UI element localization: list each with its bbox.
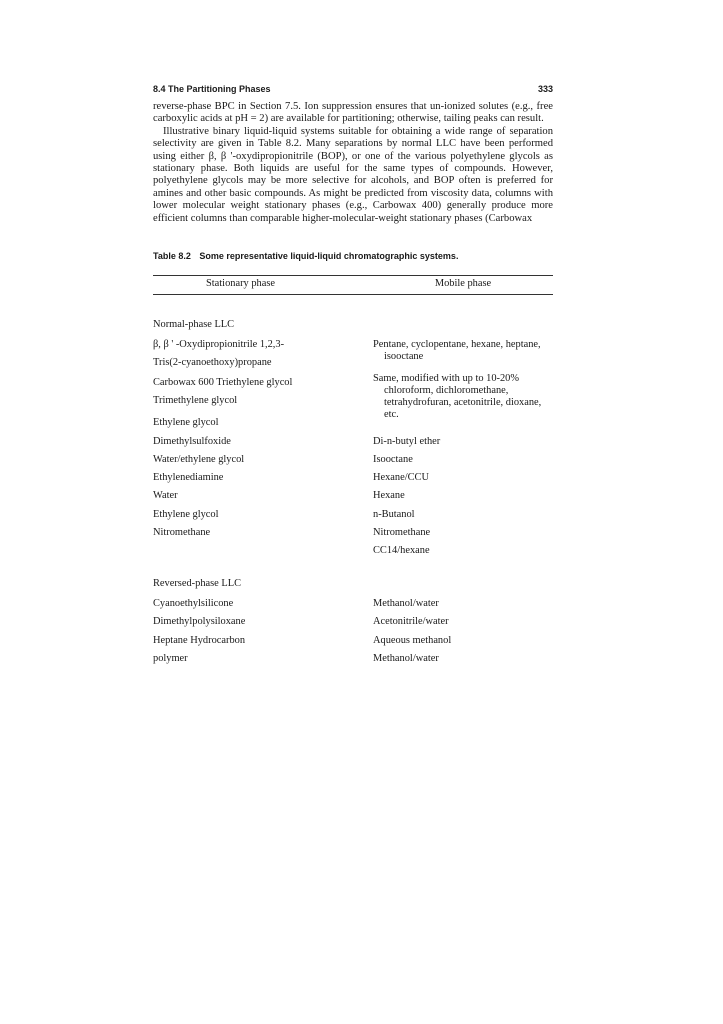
section-heading-reversed: Reversed-phase LLC	[153, 578, 242, 590]
stationary-cell: Trimethylene glycol	[153, 395, 238, 407]
table	[153, 275, 553, 675]
mobile-cell: n-Butanol	[373, 509, 415, 521]
stationary-cell: Water	[153, 490, 178, 502]
stationary-cell: Ethylene glycol	[153, 509, 219, 521]
section-heading-normal: Normal-phase LLC	[153, 319, 235, 331]
section-title: 8.4 The Partitioning Phases	[153, 84, 271, 94]
stationary-cell: polymer	[153, 653, 188, 665]
running-head	[153, 84, 553, 98]
mobile-cell: Acetonitrile/water	[373, 616, 449, 628]
stationary-cell: β, β ' -Oxydipropionitrile 1,2,3-	[153, 339, 285, 351]
table-header	[153, 275, 553, 295]
table-number: Table 8.2	[153, 251, 191, 262]
stationary-cell: Dimethylsulfoxide	[153, 436, 231, 448]
stationary-cell: Tris(2-cyanoethoxy)propane	[153, 357, 272, 369]
paragraph-1: reverse-phase BPC in Section 7.5. Ion suppression ensures that un-ionized solutes (e.g., free carboxylic acids at pH = 2) are available for partitioning; otherwise, tailing peaks can result.	[153, 101, 553, 125]
table-caption	[153, 251, 553, 261]
table-title: Some representative liquid-liquid chromatographic systems.	[199, 251, 459, 262]
stationary-cell: Ethylenediamine	[153, 472, 224, 484]
column-header-mobile: Mobile phase	[434, 278, 492, 290]
mobile-cell: Methanol/water	[373, 598, 439, 610]
stationary-cell: Cyanoethylsilicone	[153, 598, 234, 610]
mobile-cell: Pentane, cyclopentane, hexane, heptane, isooctane	[373, 339, 541, 363]
stationary-cell: Water/ethylene glycol	[153, 454, 245, 466]
page-number: 333	[537, 84, 553, 94]
stationary-cell: Heptane Hydrocarbon	[153, 635, 246, 647]
stationary-cell: Carbowax 600 Triethylene glycol	[153, 377, 293, 389]
mobile-cell: Same, modified with up to 10-20% chloroform, dichloromethane, tetrahydrofuran, acetonitrile, dioxane, etc.	[373, 373, 542, 421]
body-text	[153, 101, 553, 225]
mobile-cell: Methanol/water	[373, 653, 439, 665]
stationary-cell: Nitromethane	[153, 527, 211, 539]
stationary-cell: Dimethylpolysiloxane	[153, 616, 246, 628]
page	[153, 84, 553, 675]
mobile-cell: Isooctane	[373, 454, 413, 466]
mobile-cell: Hexane	[373, 490, 405, 502]
table-body	[153, 295, 553, 675]
paragraph-2: Illustrative binary liquid-liquid systems suitable for obtaining a wide range of separation selectivity are given in Table 8.2. Many separations by normal LLC have been performed using either β, β '-oxydipropionitrile (BOP), or one of the various polyethylene glycols as stationary phase. Both liquids are useful for the same types of compounds. However, polyethylene glycols may be more selective for alcohols, and BOP often is preferred for amines and other basic compounds. As might be predicted from viscosity data, columns with lower molecular weight stationary phases (e.g., Carbowax 400) generally produce more efficient columns than comparable higher-molecular-weight stationary phases (Carbowax	[153, 125, 553, 224]
mobile-cell: Nitromethane	[373, 527, 431, 539]
mobile-cell: Aqueous methanol	[373, 635, 452, 647]
stationary-cell: Ethylene glycol	[153, 417, 219, 429]
mobile-cell: CC14/hexane	[373, 545, 430, 557]
column-header-stationary: Stationary phase	[206, 278, 275, 290]
mobile-cell: Di-n-butyl ether	[373, 436, 441, 448]
mobile-cell: Hexane/CCU	[373, 472, 429, 484]
